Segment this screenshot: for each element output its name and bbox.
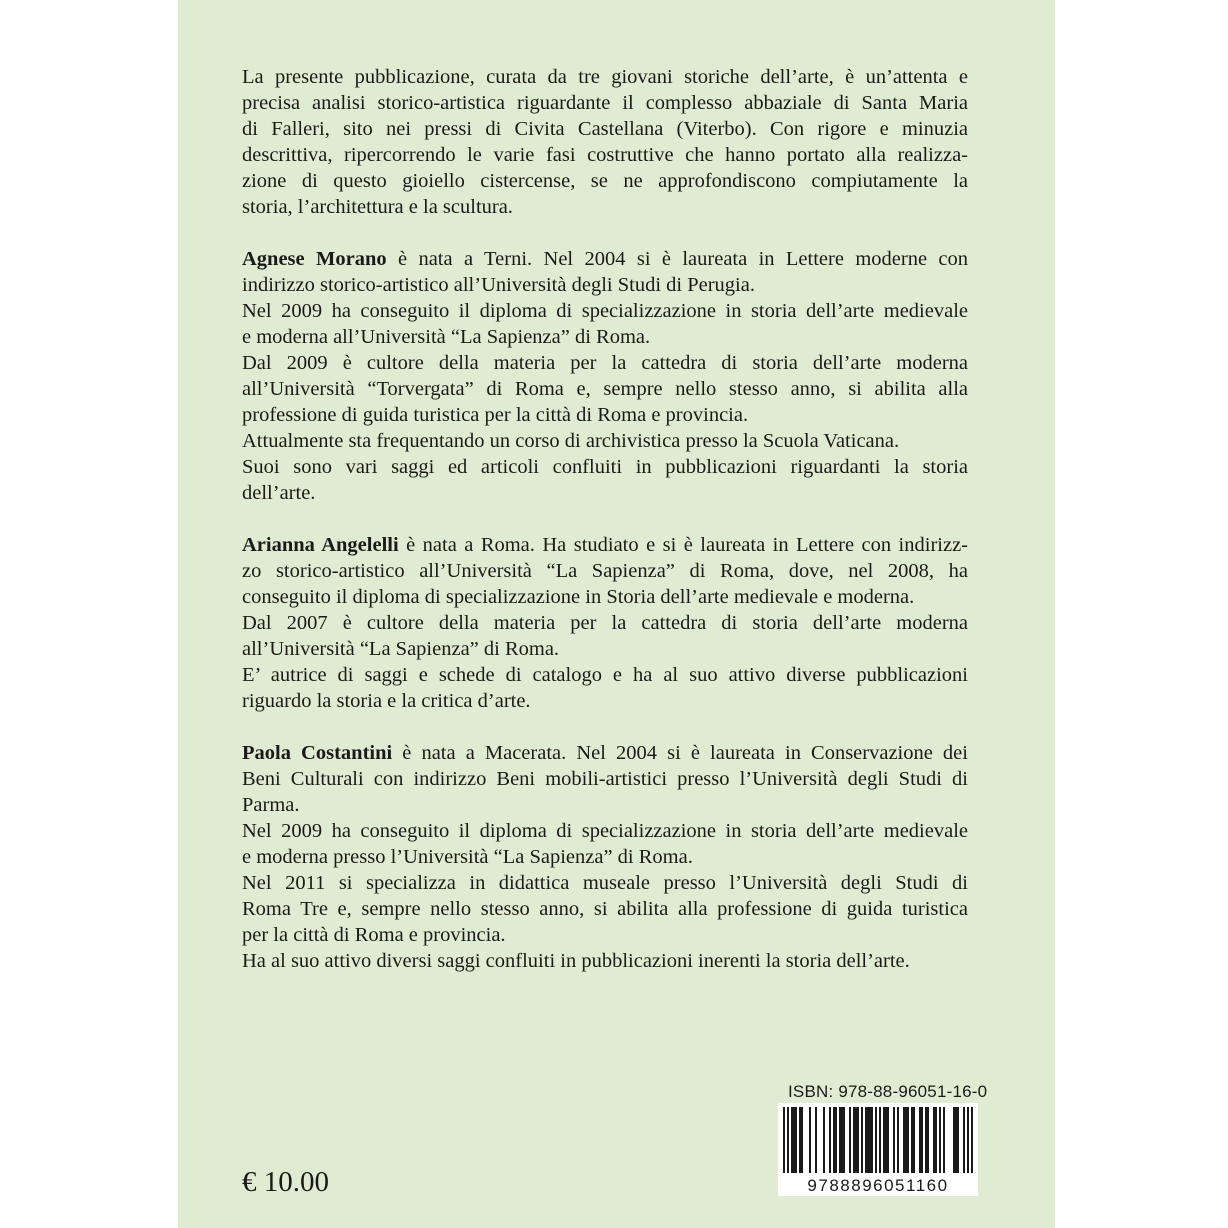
bio-line: dell’arte. xyxy=(242,482,316,504)
barcode-bar xyxy=(861,1107,863,1173)
bio-text: è nata a Roma. Ha studiato e si è laureata in Lettere con indirizz- xyxy=(398,534,968,556)
barcode-bar xyxy=(875,1107,877,1173)
barcode-bar xyxy=(879,1107,881,1173)
author-bio-costantini xyxy=(242,740,968,974)
barcode xyxy=(778,1103,978,1196)
barcode-bar xyxy=(957,1107,959,1173)
bio-line: Roma Tre e, sempre nello stesso anno, si abilita alla professione di guida turistica xyxy=(242,898,968,920)
barcode-bar xyxy=(935,1107,937,1173)
bio-line: Attualmente sta frequentando un corso di archivistica presso la Scuola Vaticana. xyxy=(242,430,900,452)
intro-paragraph xyxy=(242,64,968,220)
barcode-bar xyxy=(885,1107,887,1173)
barcode-bar xyxy=(897,1107,899,1173)
barcode-bar xyxy=(887,1107,889,1173)
barcode-bar xyxy=(927,1107,929,1173)
bio-line: indirizzo storico-artistico all’Università degli Studi di Perugia. xyxy=(242,274,755,296)
bio-line: Dal 2009 è cultore della materia per la cattedra di storia dell’arte moderna xyxy=(242,352,968,374)
barcode-bar xyxy=(967,1107,969,1173)
bio-first-line xyxy=(242,740,968,766)
intro-line: descrittiva, ripercorrendo le varie fasi costruttive che hanno portato alla realizza- xyxy=(242,144,968,166)
barcode-bar xyxy=(839,1107,841,1173)
barcode-bar xyxy=(841,1107,843,1173)
author-bio-morano xyxy=(242,246,968,506)
barcode-bar xyxy=(835,1107,837,1173)
barcode-bar xyxy=(799,1107,801,1173)
barcode-bar xyxy=(971,1107,973,1173)
barcode-bar xyxy=(795,1107,797,1173)
bio-line: Nel 2009 ha conseguito il diploma di specializzazione in storia dell’arte medievale xyxy=(242,300,968,322)
price: € 10.00 xyxy=(242,1166,329,1198)
barcode-bar xyxy=(809,1107,811,1173)
author-name: Arianna Angelelli xyxy=(242,534,399,556)
intro-line: precisa analisi storico-artistica riguardante il complesso abbaziale di Santa Maria xyxy=(242,92,968,114)
text-block xyxy=(242,64,968,1000)
bio-line: riguardo la storia e la critica d’arte. xyxy=(242,690,531,712)
bio-line: Beni Culturali con indirizzo Beni mobili-artistici presso l’Università degli Studi di xyxy=(242,768,968,790)
barcode-bar xyxy=(919,1107,921,1173)
intro-line: zione di questo gioiello cistercense, se ne approfondiscono compiutamente la xyxy=(242,170,968,192)
bio-line: Nel 2009 ha conseguito il diploma di specializzazione in storia dell’arte medievale xyxy=(242,820,968,842)
back-cover xyxy=(178,0,1055,1228)
barcode-bar xyxy=(943,1107,945,1173)
barcode-bar xyxy=(849,1107,851,1173)
barcode-bar xyxy=(853,1107,855,1173)
bio-line: all’Università “La Sapienza” di Roma. xyxy=(242,638,560,660)
intro-line: storia, l’architettura e la scultura. xyxy=(242,196,513,218)
barcode-bar xyxy=(893,1107,895,1173)
bio-line: all’Università “Torvergata” di Roma e, sempre nello stesso anno, si abilita alla xyxy=(242,378,968,400)
barcode-bar xyxy=(955,1107,957,1173)
barcode-bar xyxy=(829,1107,831,1173)
barcode-bar xyxy=(907,1107,909,1173)
bio-first-line xyxy=(242,246,968,272)
bio-text: è nata a Macerata. Nel 2004 si è laureata in Conservazione dei xyxy=(392,742,968,764)
author-name: Agnese Morano xyxy=(242,248,387,270)
barcode-bar xyxy=(793,1107,795,1173)
bio-line: e moderna presso l’Università “La Sapienza” di Roma. xyxy=(242,846,693,868)
intro-line: La presente pubblicazione, curata da tre giovani storiche dell’arte, è un’attenta e xyxy=(242,66,968,88)
barcode-digits: 9788896051160 xyxy=(807,1176,949,1195)
barcode-bar xyxy=(953,1107,955,1173)
bio-line: per la città di Roma e provincia. xyxy=(242,924,506,946)
intro-line: di Falleri, sito nei pressi di Civita Castellana (Viterbo). Con rigore e minuzia xyxy=(242,118,968,140)
bio-line: Ha al suo attivo diversi saggi confluiti in pubblicazioni inerenti la storia dell’arte. xyxy=(242,950,910,972)
barcode-bar xyxy=(823,1107,825,1173)
barcode-bar xyxy=(843,1107,845,1173)
bio-line: professione di guida turistica per la città di Roma e provincia. xyxy=(242,404,749,426)
author-bio-angelelli xyxy=(242,532,968,714)
bio-line: Suoi sono vari saggi ed articoli confluiti in pubblicazioni riguardanti la storia xyxy=(242,456,968,478)
bio-first-line xyxy=(242,532,968,558)
barcode-bar xyxy=(911,1107,913,1173)
barcode-bar xyxy=(921,1107,923,1173)
author-name: Paola Costantini xyxy=(242,742,393,764)
isbn-label: ISBN: 978-88-96051-16-0 xyxy=(788,1082,988,1101)
barcode-bar xyxy=(883,1107,885,1173)
barcode-bar xyxy=(867,1107,869,1173)
barcode-bar xyxy=(963,1107,965,1173)
barcode-bar xyxy=(801,1107,803,1173)
barcode-bar xyxy=(857,1107,859,1173)
barcode-bar xyxy=(833,1107,835,1173)
barcode-bar xyxy=(933,1107,935,1173)
bio-line: Parma. xyxy=(242,794,300,816)
barcode-bar xyxy=(865,1107,867,1173)
barcode-bar xyxy=(913,1107,915,1173)
barcode-bar xyxy=(925,1107,927,1173)
barcode-bar xyxy=(783,1107,785,1173)
barcode-bar xyxy=(787,1107,789,1173)
bio-line: e moderna all’Università “La Sapienza” di Roma. xyxy=(242,326,651,348)
bio-line: conseguito il diploma di specializzazione in Storia dell’arte medievale e moderna. xyxy=(242,586,915,608)
barcode-bar xyxy=(815,1107,817,1173)
bio-text: è nata a Terni. Nel 2004 si è laureata in Lettere moderne con xyxy=(386,248,969,270)
bio-line: zo storico-artistico all’Università “La Sapienza” di Roma, dove, nel 2008, ha xyxy=(242,560,968,582)
barcode-bar xyxy=(855,1107,857,1173)
barcode-bar xyxy=(791,1107,793,1173)
bio-line: Dal 2007 è cultore della materia per la cattedra di storia dell’arte moderna xyxy=(242,612,968,634)
barcode-bar xyxy=(905,1107,907,1173)
bio-line: Nel 2011 si specializza in didattica museale presso l’Università degli Studi di xyxy=(242,872,968,894)
barcode-bar xyxy=(871,1107,873,1173)
barcode-bar xyxy=(903,1107,905,1173)
barcode-bar xyxy=(869,1107,871,1173)
bio-line: E’ autrice di saggi e schede di catalogo e ha al suo attivo diverse pubblicazioni xyxy=(242,664,968,686)
barcode-bar xyxy=(939,1107,941,1173)
